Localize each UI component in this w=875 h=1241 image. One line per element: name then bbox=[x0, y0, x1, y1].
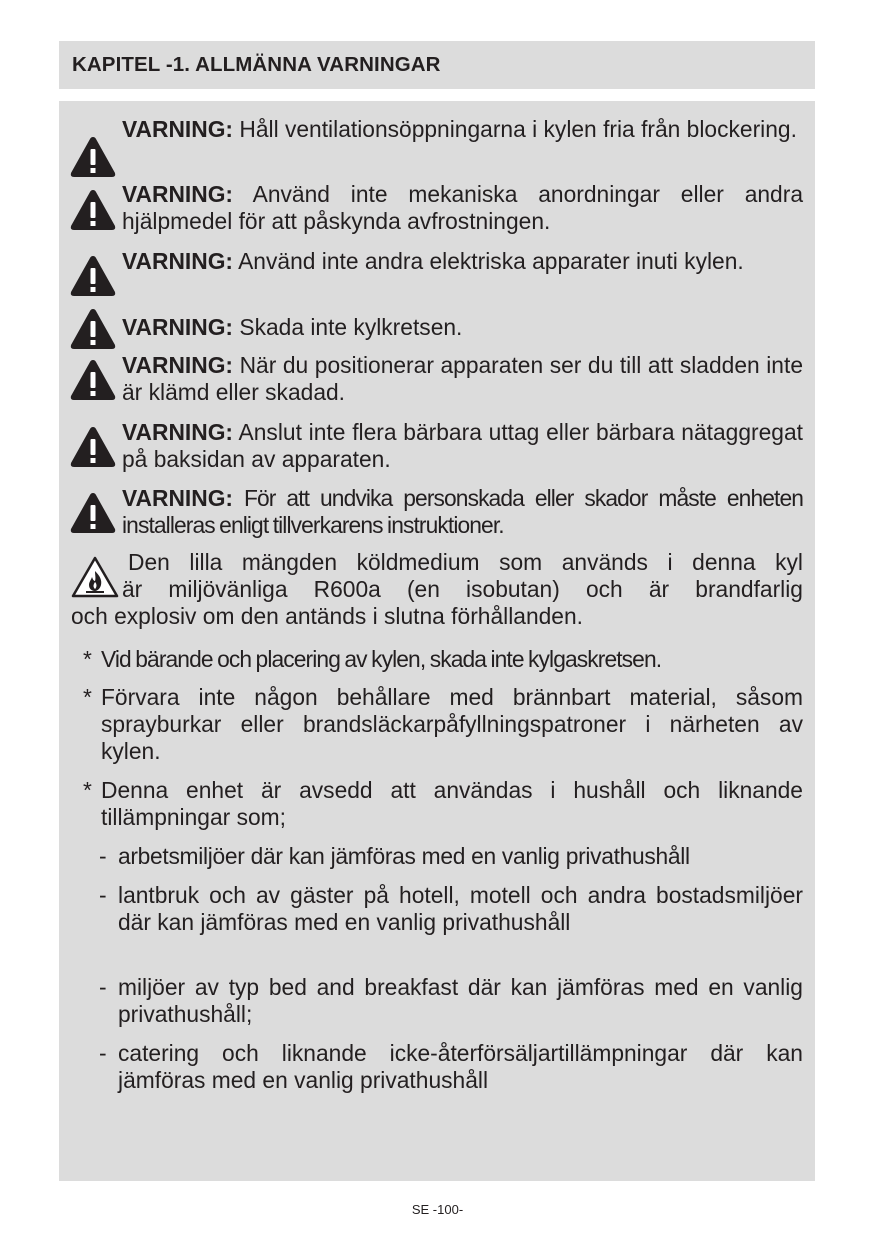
bullet-text: Förvara inte någon behållare med brännbart material, såsom sprayburkar eller brandsläckarpåfyllningspatroner i närheten av kylen. bbox=[101, 684, 803, 764]
warning-label: VARNING: bbox=[122, 352, 234, 378]
dash-item bbox=[99, 974, 803, 1028]
dash-mark: - bbox=[99, 974, 107, 1000]
dash-mark: - bbox=[99, 882, 107, 908]
note-line: Den lilla mängden köldmedium som används i denna kyl bbox=[128, 549, 803, 575]
page-number: SE -100- bbox=[411, 1202, 464, 1217]
warning-text: VARNING: Anslut inte flera bärbara uttag eller bärbara nätaggregat på baksidan av apparaten. bbox=[122, 419, 803, 472]
flammable-refrigerant-note bbox=[71, 549, 803, 630]
warning-text: VARNING: Använd inte andra elektriska apparater inuti kylen. bbox=[122, 248, 744, 274]
bullet-asterisk: * bbox=[83, 646, 92, 672]
bullet-item bbox=[83, 646, 803, 673]
bullet-text: Vid bärande och placering av kylen, skada inte kylgaskretsen. bbox=[101, 646, 662, 672]
warning-text: VARNING: För att undvika personskada eller skador måste enheten installeras enligt tillverkarens instruktioner. bbox=[122, 485, 803, 538]
warning-label: VARNING: bbox=[122, 248, 234, 274]
warning-text: VARNING: Använd inte mekaniska anordningar eller andra hjälpmedel för att påskynda avfrostningen. bbox=[122, 181, 803, 234]
dash-mark: - bbox=[99, 1040, 107, 1066]
warning-triangle-icon bbox=[69, 254, 117, 298]
warning-label: VARNING: bbox=[122, 485, 234, 511]
dash-text: miljöer av typ bed and breakfast där kan jämföras med en vanlig privathushåll; bbox=[118, 974, 803, 1027]
warning-triangle-icon bbox=[69, 358, 117, 402]
warning-label: VARNING: bbox=[122, 116, 234, 142]
dash-text: catering och liknande icke-återförsäljartillämpningar där kan jämföras med en vanlig privathushåll bbox=[118, 1040, 803, 1093]
dash-item bbox=[99, 843, 803, 870]
warning-triangle-icon bbox=[69, 425, 117, 469]
dash-item bbox=[99, 1040, 803, 1094]
bullet-text: Denna enhet är avsedd att användas i hushåll och liknande tillämpningar som; bbox=[101, 777, 803, 830]
dash-text: lantbruk och av gäster på hotell, motell och andra bostadsmiljöer där kan jämföras med en vanlig privathushåll bbox=[118, 882, 803, 935]
content-panel bbox=[59, 101, 815, 1181]
warning-triangle-icon bbox=[69, 307, 117, 351]
warning-label: VARNING: bbox=[122, 419, 234, 445]
warning-text: VARNING: Skada inte kylkretsen. bbox=[122, 314, 463, 340]
bullet-asterisk: * bbox=[83, 684, 92, 710]
chapter-header bbox=[59, 41, 815, 89]
dash-text: arbetsmiljöer där kan jämföras med en vanlig privathushåll bbox=[118, 843, 690, 869]
dash-item bbox=[99, 882, 803, 936]
flammable-warning-icon bbox=[71, 555, 119, 599]
warning-triangle-icon bbox=[69, 188, 117, 232]
bullet-item bbox=[83, 777, 803, 831]
warning-text: VARNING: När du positionerar apparaten ser du till att sladden inte är klämd eller skadad. bbox=[122, 352, 803, 405]
warning-triangle-icon bbox=[69, 491, 117, 535]
note-line: och explosiv om den antänds i slutna förhållanden. bbox=[71, 603, 583, 629]
warning-text: VARNING: Håll ventilationsöppningarna i kylen fria från blockering. bbox=[122, 116, 797, 142]
warning-label: VARNING: bbox=[122, 314, 234, 340]
bullet-asterisk: * bbox=[83, 777, 92, 803]
dash-mark: - bbox=[99, 843, 107, 869]
bullet-item bbox=[83, 684, 803, 765]
warning-label: VARNING: bbox=[122, 181, 234, 207]
note-line: är miljövänliga R600a (en isobutan) och är brandfarlig bbox=[122, 576, 803, 602]
warning-triangle-icon bbox=[69, 135, 117, 179]
chapter-title: KAPITEL -1. ALLMÄNNA VARNINGAR bbox=[72, 53, 441, 76]
